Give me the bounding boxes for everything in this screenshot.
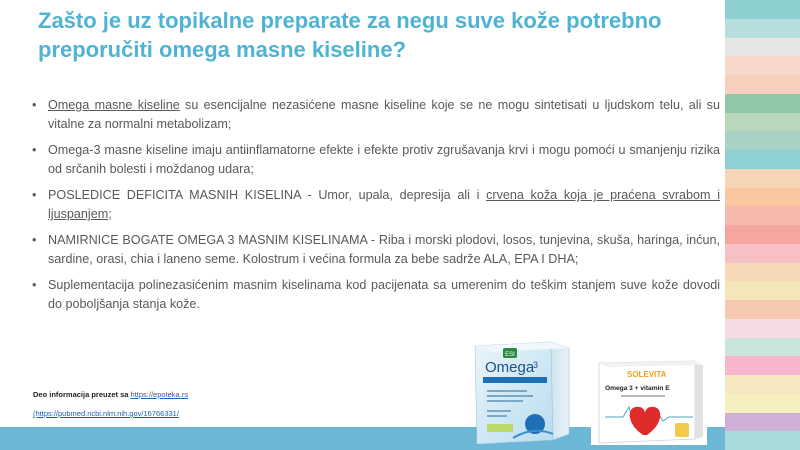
- esi-omega-text: Omega: [485, 359, 535, 376]
- stripe-band: [725, 263, 800, 282]
- stripe-band: [725, 394, 800, 413]
- bullet-text: NAMIRNICE BOGATE OMEGA 3 MASNIM KISELINAMA - Riba i morski plodovi, losos, tunjevina, skuša, haringa, inćun, sardine, orasi, chia i laneno seme. Kolostrum i većina formula za bebe sadrže ALA, EPA I DHA;: [48, 233, 720, 266]
- stripe-band: [725, 356, 800, 375]
- pubmed-note: [33, 409, 179, 418]
- bullet-text: Suplementacija polinezasićenim masnim kiselinama kod pacijenata sa umerenim do teškim stanjem suve kože dovodi do poboljšanja stanja kože.: [48, 278, 720, 311]
- stripe-band: [725, 338, 800, 357]
- solevita-brand-text: SOLEVITA: [627, 370, 667, 379]
- stripe-band: [725, 319, 800, 338]
- stripe-band: [725, 244, 800, 263]
- stripe-band: [725, 169, 800, 188]
- solevita-name-text: Omega 3 + vitamin E: [605, 385, 670, 392]
- bullet-dot: •: [32, 98, 37, 112]
- esi-sup-text: 3: [533, 360, 539, 370]
- bullet-dot: •: [32, 278, 37, 292]
- bullet-text: POSLEDICE DEFICITA MASNIH KISELINA - Umor, upala, depresija ali i: [48, 188, 487, 202]
- esi-brand-text: ESI: [505, 352, 515, 358]
- solevita-omega3-product-image: [591, 347, 707, 445]
- stripe-band: [725, 413, 800, 432]
- stripe-band: [725, 113, 800, 132]
- source-link[interactable]: https://epoteka.rs: [130, 390, 189, 399]
- esi-omega3-product-image: [473, 338, 583, 444]
- slide-title: Zašto je uz topikalne preparate za negu suve kože potrebno preporučiti omega masne kiseline?: [38, 8, 662, 62]
- bullet-dot: •: [32, 143, 37, 157]
- bullet-text: Omega-3 masne kiseline imaju antiinflamatorne efekte i efekte protiv zgrušavanja krvi i mogu pomoći u smanjenju rizika od srčanih bolesti i moždanog udara;: [48, 143, 720, 176]
- pubmed-link[interactable]: (https://pubmed.ncbi.nlm.nih.gov/16766331/: [33, 409, 179, 418]
- decorative-stripes: [725, 0, 800, 450]
- stripe-band: [725, 281, 800, 300]
- bullet-dot: •: [32, 233, 37, 247]
- bullet-item: [30, 186, 720, 224]
- source-note: [33, 390, 188, 399]
- bullet-text: su esencijalne nezasićene masne kiseline koje se ne mogu sintetisati u ljudskom telu, ali su vitalne za normalni metabolizam;: [48, 98, 720, 131]
- stripe-band: [725, 0, 800, 19]
- stripe-band: [725, 19, 800, 38]
- stripe-band: [725, 94, 800, 113]
- bullet-underlined-text: Omega masne kiseline: [48, 98, 180, 112]
- stripe-band: [725, 375, 800, 394]
- source-prefix: Deo informacija preuzet sa: [33, 390, 131, 399]
- bullet-list: [30, 96, 720, 321]
- stripe-band: [725, 206, 800, 225]
- stripe-band: [725, 38, 800, 57]
- stripe-band: [725, 75, 800, 94]
- bullet-item: [30, 276, 720, 314]
- bullet-dot: •: [32, 188, 37, 202]
- bullet-item: [30, 231, 720, 269]
- stripe-band: [725, 131, 800, 150]
- stripe-band: [725, 431, 800, 450]
- stripe-band: [725, 225, 800, 244]
- bullet-item: [30, 96, 720, 134]
- bullet-item: [30, 141, 720, 179]
- stripe-band: [725, 188, 800, 207]
- stripe-band: [725, 300, 800, 319]
- stripe-band: [725, 56, 800, 75]
- bullet-underlined-text: crvena koža koja je praćena svrabom i ljuspanjem;: [48, 188, 721, 221]
- stripe-band: [725, 150, 800, 169]
